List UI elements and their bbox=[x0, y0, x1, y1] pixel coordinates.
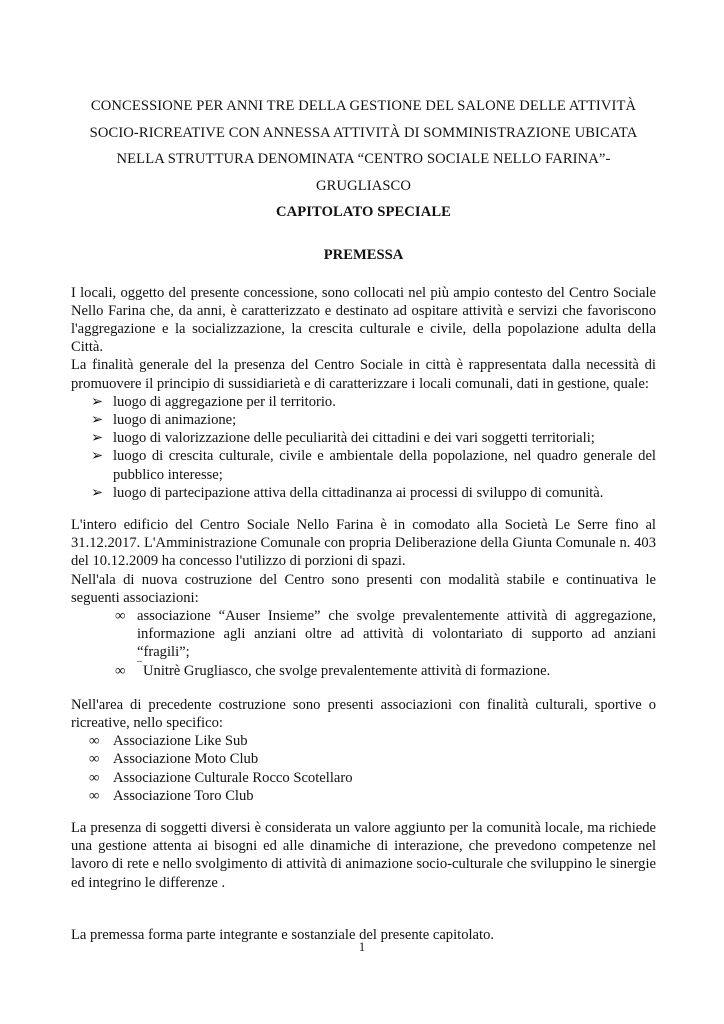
arrow-bullet-icon: ➢ bbox=[91, 430, 104, 447]
list-item: ➢ luogo di valorizzazione delle peculiarità dei cittadini e dei vari soggetti territoriali; bbox=[91, 430, 595, 447]
infinity-bullet-icon: ∞ bbox=[89, 769, 100, 786]
title-line: GRUGLIASCO bbox=[315, 177, 412, 194]
list-item: ∞ Associazione Culturale Rocco Scotellaro bbox=[89, 769, 353, 786]
finalita-list bbox=[71, 393, 656, 502]
arrow-bullet-icon: ➢ bbox=[91, 411, 104, 428]
infinity-bullet-icon: ∞ bbox=[89, 733, 100, 750]
conclusione-paragraph: La premessa forma parte integrante e sostanziale del presente capitolato. bbox=[71, 926, 495, 943]
document-title bbox=[71, 93, 656, 226]
nuova-ala-paragraph: Nell'ala di nuova costruzione del Centro sono presenti con modalità stabile e continuativa le seguenti associazioni: bbox=[71, 571, 656, 606]
title-line: NELLA STRUTTURA DENOMINATA “CENTRO SOCIALE NELLO FARINA”- bbox=[116, 151, 611, 167]
list-item: ➢ luogo di partecipazione attiva della cittadinanza ai processi di sviluppo di comunità. bbox=[91, 484, 604, 501]
area-precedente-paragraph: Nell'area di precedente costruzione sono presenti associazioni con finalità culturali, sportive o ricreative, nello specifico: bbox=[71, 696, 656, 731]
tilde-mark: ¯ bbox=[137, 660, 142, 672]
page-number: 1 bbox=[358, 940, 366, 954]
title-line: SOCIO-RICREATIVE CON ANNESSA ATTIVITÀ DI SOMMINISTRAZIONE UBICATA bbox=[89, 124, 638, 141]
soggetti-paragraph: La presenza di soggetti diversi è considerata un valore aggiunto per la comunità locale, ma richiede una gestione attenta ai bisogni ed alle dinamiche di interazione, che prevedono competenze nel lavoro di rete e nello svolgimento di attività di animazione socio-culturale che sviluppino le sinergie ed integrino le differenze . bbox=[71, 819, 656, 891]
arrow-bullet-icon: ➢ bbox=[91, 448, 104, 465]
document-subtitle: CAPITOLATO SPECIALE bbox=[275, 204, 452, 220]
list-item: ∞ ¯Unitrè Grugliasco, che svolge prevalentemente attività di formazione. bbox=[115, 660, 551, 679]
list-item: ∞ Associazione Toro Club bbox=[89, 787, 254, 804]
edificio-paragraph: L'intero edificio del Centro Sociale Nello Farina è in comodato alla Società Le Serre fino al 31.12.2017. L'Amministrazione Comunale con propria Deliberazione della Giunta Comunale n. 403 del 10.12.2009 ha concesso l'utilizzo di porzioni di spazi. bbox=[71, 516, 656, 570]
list-item: ➢ luogo di animazione; bbox=[91, 411, 237, 428]
infinity-bullet-icon: ∞ bbox=[89, 787, 100, 804]
infinity-bullet-icon: ∞ bbox=[115, 662, 126, 679]
list-item: ∞ Associazione Moto Club bbox=[89, 751, 259, 768]
section-title: PREMESSA bbox=[323, 246, 404, 263]
arrow-bullet-icon: ➢ bbox=[91, 393, 104, 410]
arrow-bullet-icon: ➢ bbox=[91, 484, 104, 501]
list-item: ∞ Associazione Like Sub bbox=[89, 733, 248, 750]
list-item: ➢ luogo di aggregazione per il territorio. bbox=[91, 393, 336, 410]
infinity-bullet-icon: ∞ bbox=[89, 751, 100, 768]
list-item: ∞ associazione “Auser Insieme” che svolge prevalentemente attività di aggregazione, informazione agli anziani oltre ad attività di volontariato di supporto ad anziani “fragili”; bbox=[115, 607, 656, 661]
finalita-paragraph: La finalità generale del la presenza del Centro Sociale in città è rappresentata dalla necessità di promuovere il principio di sussidiarietà e di caratterizzare i locali comunali, dati in gestione, quale: bbox=[71, 357, 656, 392]
area-list bbox=[71, 732, 656, 805]
document-page bbox=[71, 93, 656, 944]
nuova-ala-list bbox=[71, 607, 656, 682]
infinity-bullet-icon: ∞ bbox=[115, 607, 126, 624]
title-line: CONCESSIONE PER ANNI TRE DELLA GESTIONE DEL SALONE DELLE ATTIVITÀ bbox=[90, 98, 637, 114]
list-item: ➢ luogo di crescita culturale, civile e ambientale della popolazione, nel quadro generale del pubblico interesse; bbox=[91, 448, 656, 483]
intro-paragraph: I locali, oggetto del presente concessione, sono collocati nel più ampio contesto del Centro Sociale Nello Farina che, da anni, è caratterizzato e destinato ad ospitare attività e servizi che favoriscono l'aggregazione e la socializzazione, la crescita culturale e civile, della popolazione adulta della Città. bbox=[71, 284, 656, 356]
